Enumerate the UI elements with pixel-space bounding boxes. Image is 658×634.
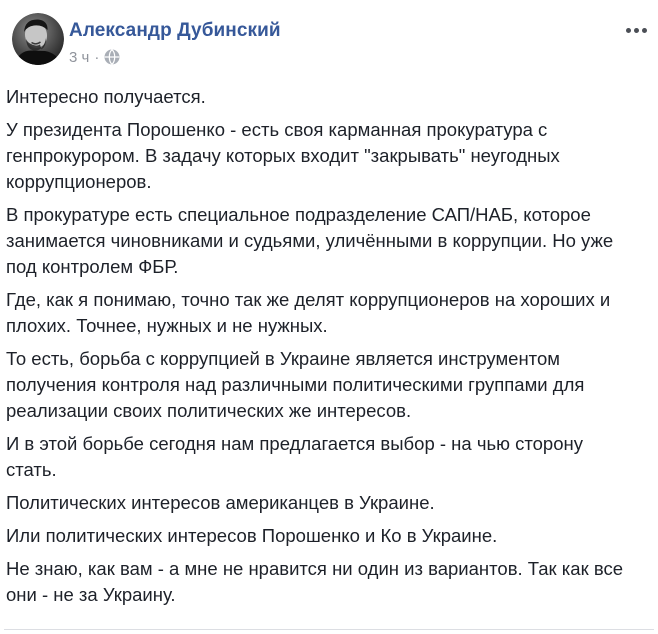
post-paragraph	[6, 556, 650, 608]
post-paragraph	[6, 431, 650, 483]
post-line: они - не за Украину.	[6, 584, 176, 605]
ellipsis-dot	[626, 28, 631, 33]
post-line: коррупционеров.	[6, 171, 152, 192]
avatar-photo-icon	[12, 13, 64, 65]
post-options-ellipsis-icon[interactable]	[619, 21, 647, 39]
post-line: под контролем ФБР.	[6, 256, 179, 277]
post-line: реализации своих политических же интересов.	[6, 400, 412, 421]
post-line: В прокуратуре есть специальное подразделение САП/НАБ, которое	[6, 204, 591, 225]
post-line: У президента Порошенко - есть своя карманная прокуратура с	[6, 119, 548, 140]
footer-divider	[4, 629, 654, 630]
author-name-link[interactable]: Александр Дубинский	[69, 20, 281, 41]
post-line: То есть, борьба с коррупцией в Украине является инструментом	[6, 348, 560, 369]
post-paragraph	[6, 202, 650, 280]
post-line: Или политических интересов Порошенко и Ко в Украине.	[6, 525, 498, 546]
post-paragraph	[6, 523, 650, 549]
post-line: Политических интересов американцев в Украине.	[6, 492, 435, 513]
meta-separator: ·	[94, 48, 100, 66]
post-paragraph	[6, 84, 650, 110]
timestamp-link[interactable]	[69, 48, 120, 66]
ellipsis-dot	[634, 28, 639, 33]
avatar[interactable]	[12, 13, 64, 65]
ellipsis-dot	[642, 28, 647, 33]
post-text	[6, 84, 650, 615]
post-line: плохих. Точнее, нужных и не нужных.	[6, 315, 328, 336]
post-line: Где, как я понимаю, точно так же делят коррупционеров на хороших и	[6, 289, 611, 310]
globe-public-icon	[104, 49, 120, 65]
post-line: стать.	[6, 459, 57, 480]
timestamp-text: 3 ч	[69, 48, 90, 66]
post-line: И в этой борьбе сегодня нам предлагается выбор - на чью сторону	[6, 433, 583, 454]
post-paragraph	[6, 117, 650, 195]
post-paragraph	[6, 490, 650, 516]
post-line: генпрокурором. В задачу которых входит "закрывать" неугодных	[6, 145, 560, 166]
post-line: Не знаю, как вам - а мне не нравится ни один из вариантов. Так как все	[6, 558, 623, 579]
post-paragraph	[6, 287, 650, 339]
post-paragraph	[6, 346, 650, 424]
post-line: Интересно получается.	[6, 86, 206, 107]
post-line: получения контроля над различными политическими группами для	[6, 374, 585, 395]
post-line: занимается чиновниками и судьями, уличёнными в коррупции. Но уже	[6, 230, 614, 251]
